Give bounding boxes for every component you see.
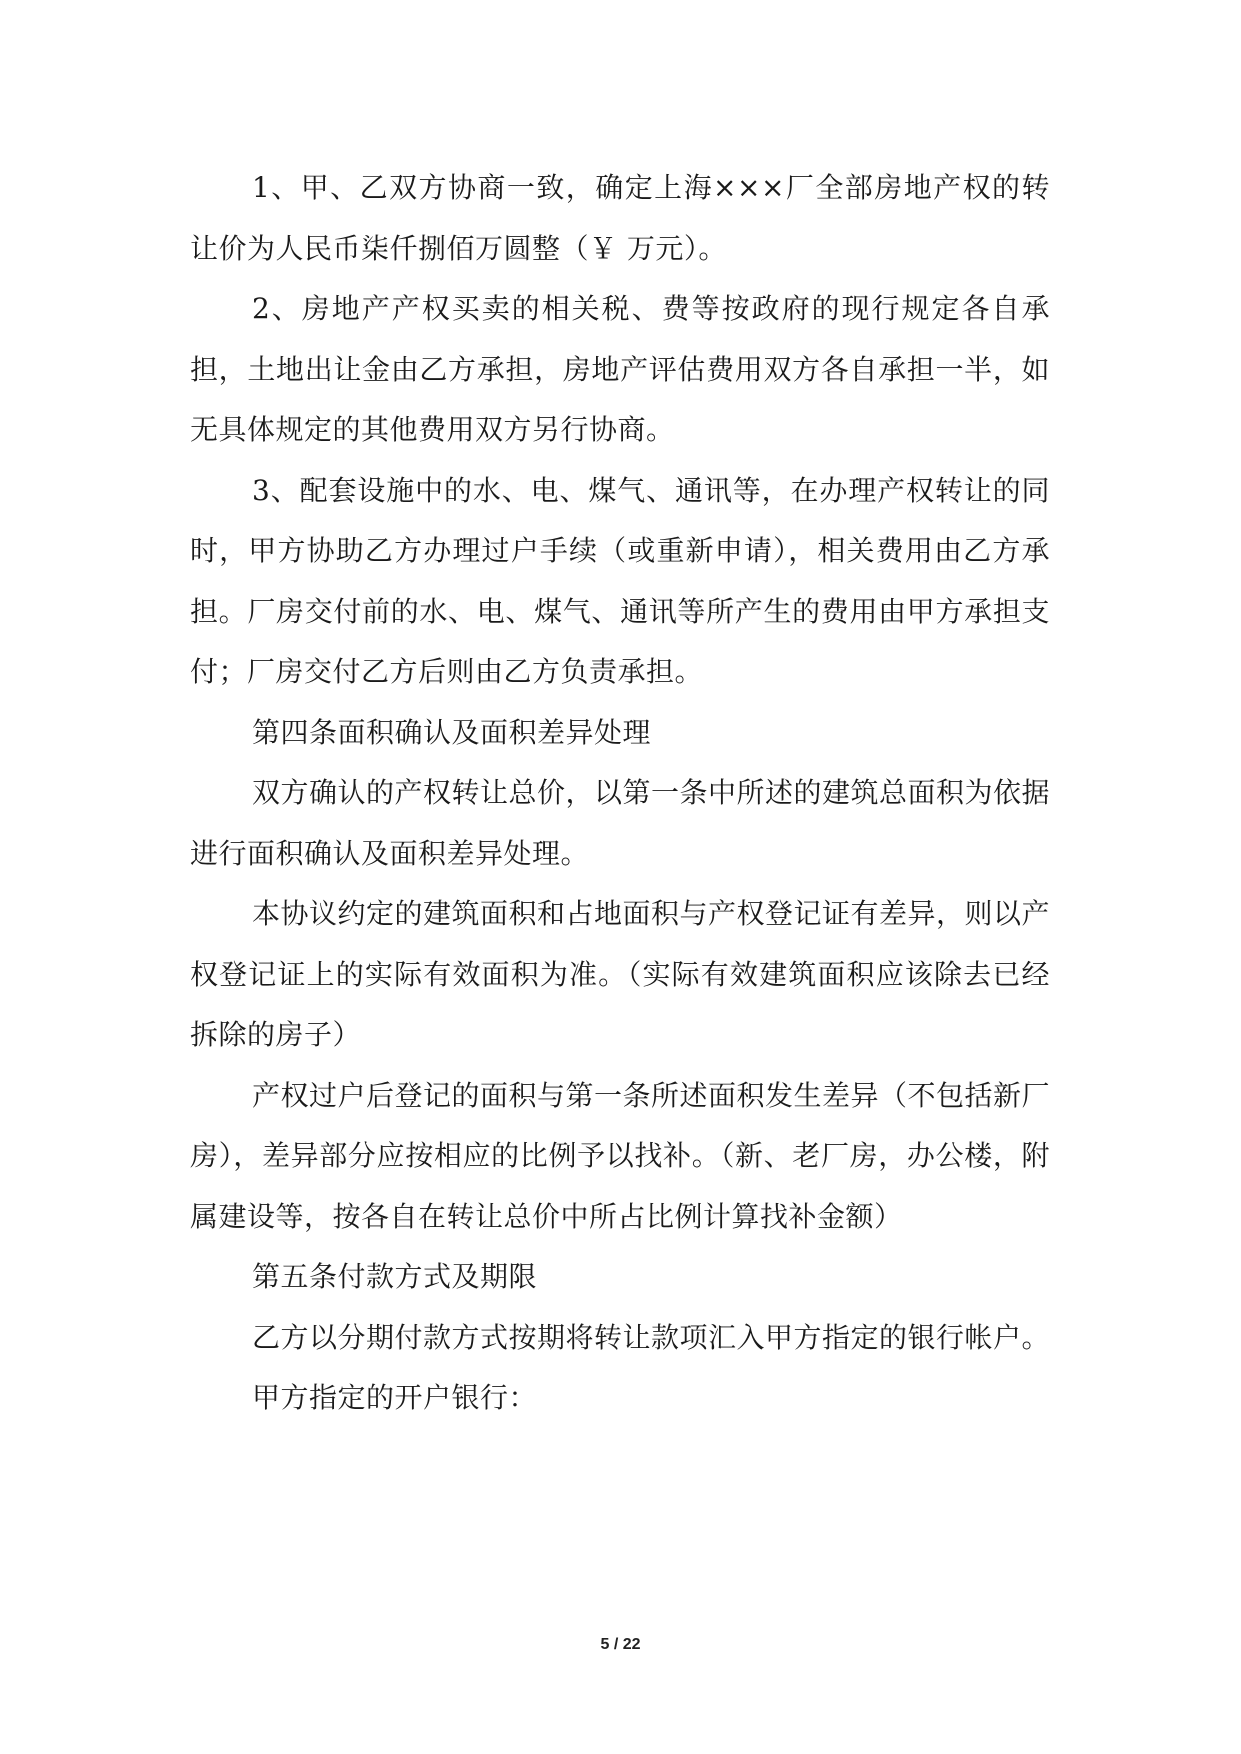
page-number: 5 / 22	[600, 1636, 641, 1653]
paragraph-area-confirmation: 双方确认的产权转让总价，以第一条中所述的建筑总面积为依据进行面积确认及面积差异处理。	[190, 776, 1051, 870]
paragraph-price-clause: 1、甲、乙双方协商一致，确定上海×××厂全部房地产权的转让价为人民币柒仟捌佰万圆整（￥ 万元）。	[190, 171, 1050, 265]
paragraph-area-difference: 产权过户后登记的面积与第一条所述面积发生差异（不包括新厂房），差异部分应按相应的比例予以找补。（新、老厂房，办公楼，附属建设等，按各自在转让总价中所占比例计算找补金额）	[190, 1078, 1051, 1233]
section-heading-article-5: 第五条付款方式及期限	[252, 1260, 538, 1293]
paragraph-taxes-fees-clause: 2、房地产产权买卖的相关税、费等按政府的现行规定各自承担，土地出让金由乙方承担，房地产评估费用双方各自承担一半，如无具体规定的其他费用双方另行协商。	[190, 292, 1050, 446]
section-heading-article-4: 第四条面积确认及面积差异处理	[252, 715, 652, 749]
document-body	[190, 158, 1050, 1429]
paragraph-designated-bank: 甲方指定的开户银行：	[252, 1381, 538, 1414]
paragraph-payment-method: 乙方以分期付款方式按期将转让款项汇入甲方指定的银行帐户。	[252, 1320, 1051, 1354]
paragraph-area-registration: 本协议约定的建筑面积和占地面积与产权登记证有差异，则以产权登记证上的实际有效面积为准。（实际有效建筑面积应该除去已经拆除的房子）	[190, 897, 1051, 1051]
paragraph-utilities-clause: 3、配套设施中的水、电、煤气、通讯等，在办理产权转让的同时，甲方协助乙方办理过户手续（或重新申请），相关费用由乙方承担。厂房交付前的水、电、煤气、通讯等所产生的费用由甲方承担支付；厂房交付乙方后则由乙方负责承担。	[190, 473, 1050, 688]
